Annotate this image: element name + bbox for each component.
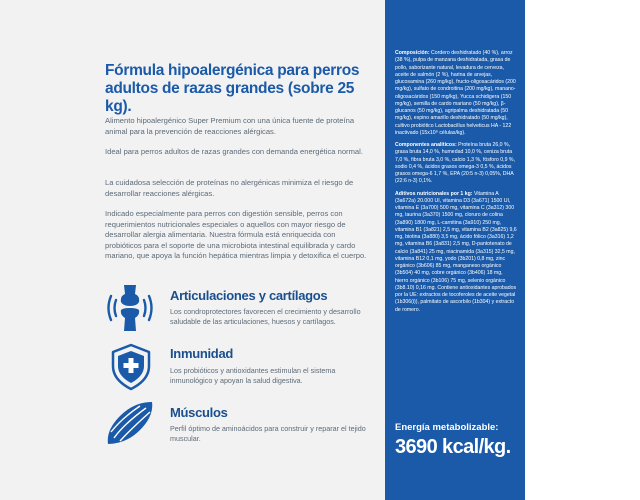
analytical-value: Proteína bruta 26,0 %, grasa bruta 14,0 %, humedad 10,0 %, ceniza bruta 7,0 %, fibra bruta 3,0 %, calcio 1,3 %, fósforo 0,9 %, sodio 0,4 %, ácidos grasos omega-3 0,5 %, ácidos grasos omega-6 1,7 %, EPA (20:5 n-3) 0,05%, DHA (22:6 n-3) 0,1%. bbox=[395, 142, 515, 185]
composition-value: Cordero deshidratado (40 %), arroz (38 %), pulpa de manzana deshidratada, grasa de pollo, saborizante natural, levadura de cerveza, aceite de salmón (2 %), harina de arvejas, glucosamina (260 mg/kg), fructo-oligosacáridos (200 mg/kg), sulfato de condroitina (200 mg/kg), manano-oligosacáridos (150 mg/kg), Yucca schidigera (150 mg/kg), semilla de cardo mariano (50 mg/kg), β-glucanos (50 mg/kg), agripalma deshidratada (50 mg/kg), espino amarillo deshidratado (50 mg/kg), cultivo probiótico Lactobacillus helveticus HA - 122 inactivado (15x10⁹ células/kg). bbox=[395, 50, 516, 136]
additives-label: Aditivos nutricionales por 1 kg: bbox=[395, 190, 473, 197]
shield-icon bbox=[108, 342, 154, 392]
energy-value: 3690 kcal/kg. bbox=[395, 436, 511, 458]
feature-title-joints: Articulaciones y cartílagos bbox=[170, 288, 328, 303]
intro-paragraph: Alimento hipoalergénico Super Premium con una única fuente de proteína animal para la prevención de reacciones alérgicas. bbox=[105, 116, 355, 136]
additives-block bbox=[395, 191, 517, 314]
joint-icon bbox=[104, 282, 156, 334]
analytical-label: Componentes analíticos: bbox=[395, 142, 457, 148]
feature-text-muscles: Perfil óptimo de aminoácidos para construir y reparar el tejido muscular. bbox=[170, 424, 366, 443]
digestion-paragraph: Indicado especialmente para perros con digestión sensible, perros con requerimientos nutricionales especiales o aquellos con mayor riesgo de desarrollar alergia alimentaria. Nuestra fórmula está enriquecida con probióticos para el soporte de una microbiota intestinal equilibrada y cardo mariano, que apoya la función hepática mientras limpia y detoxifica el cuerpo. bbox=[105, 209, 367, 261]
feature-text-immunity: Los probióticos y antioxidantes estimulan el sistema inmunológico y apoyan la salud digestiva. bbox=[170, 366, 336, 385]
feature-title-muscles: Músculos bbox=[170, 405, 228, 420]
analytical-block bbox=[395, 142, 517, 186]
additives-value: Vitamina A (3a672a) 20.000 UI, vitamina D3 (3a671) 1500 UI, vitamina E (3a700) 500 mg, vitamina C (3a312) 300 mg, taurina (3a370) 1500 mg, cloruro de colina (3a890) 1800 mg, L-carnitina (3a910) 250 mg, vitamina B1 (3a821) 2,5 mg, vitamina B2 (3a825) 9,6 mg, biotina (3a880) 3,5 mg, ácido fólico (3a316) 1,2 mg, vitamina B6 (3a831) 2,5 mg, D-pantotenato de calcio (3a841) 25 mg, niacinamida (3a315) 32,5 mg, vitamina B12 0,1 mg, yodo (3b201) 0,8 mg, zinc orgánico (3b606) 85 mg, manganeso orgánico (3b504) 40 mg, cobre orgánico (3b406) 18 mg, hierro orgánico (3b106) 75 mg, selenio orgánico (3b8.10) 0,16 mg. Contiene antioxidantes aprobados por la UE: extractos de tocoferoles de aceite vegetal (1b306(i)), palmitato de ascorbilo (1b304) y extracto de romero. bbox=[395, 190, 517, 313]
composition-block bbox=[395, 50, 517, 137]
protein-paragraph: La cuidadosa selección de proteínas no alergénicas minimiza el riesgo de desarrollar reacciones alérgicas. bbox=[105, 178, 354, 198]
composition-label: Composición: bbox=[395, 50, 430, 56]
muscle-icon bbox=[102, 396, 158, 450]
product-title: Fórmula hipoalergénica para perros adultos de razas grandes (sobre 25 kg). bbox=[105, 62, 360, 115]
energy-label: Energía metabolizable: bbox=[395, 422, 499, 433]
target-paragraph: Ideal para perros adultos de razas grandes con demanda energética normal. bbox=[105, 147, 363, 156]
feature-text-joints: Los condroprotectores favorecen el crecimiento y desarrollo saludable de las articulaciones, huesos y cartílagos. bbox=[170, 307, 361, 326]
feature-title-immunity: Inmunidad bbox=[170, 346, 234, 361]
composition-text bbox=[395, 50, 517, 319]
